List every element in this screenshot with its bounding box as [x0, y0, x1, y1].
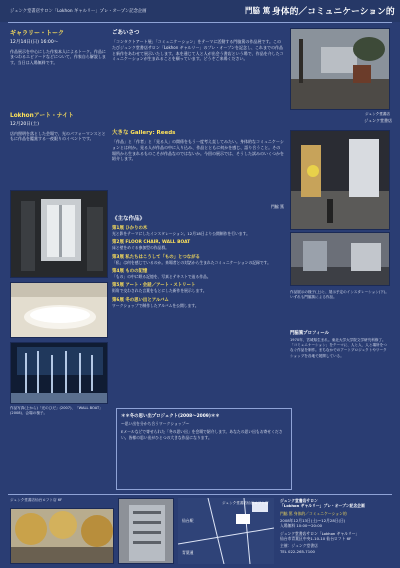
bottom-rule — [8, 494, 392, 495]
footer-info — [280, 498, 392, 554]
greeting-body: 「コンタクトアート展」「コミュニケーション」をテーマに活動する門脇篤の作品展です。このたびジュンク堂書店サロン「Lokhon ギャルリー」のプレ・オープンを記念し、これまでの作品と新作をあわせて展示いたします。本を通じて人と人が出会う書店という場で、作品を介したコミュニケーションが生まれることを願っています。どうぞご来場ください。 — [112, 39, 284, 62]
photo-right-top-image — [291, 29, 390, 110]
photo-right-low — [290, 232, 390, 286]
photo-right-low-image — [291, 233, 390, 286]
photo-bottom-mid-image — [119, 499, 174, 564]
photo-bottom-mid — [118, 498, 174, 564]
work-text: 「もの」の中に眠る記憶を、写真とテキストで辿る作品。 — [112, 273, 211, 279]
footer-line: ジュンク堂書店サロン — [280, 498, 318, 503]
greeting-block — [112, 28, 284, 62]
work-item — [112, 225, 284, 236]
talk-body: 作品展示を中心にした作家本人によるトーク。作品にまつわるエピソードなどについて、作家自ら解説します。当日は入場無料です。 — [10, 48, 106, 66]
talk-heading: ギャラリー・トーク — [10, 30, 65, 37]
photo-bottom-left-image — [11, 509, 114, 564]
work-text: 街角で交わされた言葉をもとにした新作を展示します。 — [112, 288, 207, 294]
profile-body: 1970年、宮城県生まれ。東北大学大学院文学研究科修了。「コミュニケーション」をテーマに、人と人、人と場所をつなぐ作品を制作。まちなかでのアートプロジェクトやワークショップを各地で展開している。 — [290, 338, 387, 358]
photo-left-1-image — [11, 191, 108, 278]
works-list — [112, 225, 284, 308]
map-station-label: 仙台駅 — [182, 518, 194, 523]
night-body: 店内照明を落とした会場で、光のパフォーマンスとともに作品を鑑賞する一夜限りのイベントです。 — [10, 130, 106, 142]
reeds-heading: 大きな Gallery: Reeds — [112, 130, 176, 136]
photo-left-1 — [10, 190, 108, 278]
photo-left-2 — [10, 282, 108, 338]
header-left-text: ジュンク堂書店サロン「Lokhon ギャルリー」プレ・オープン記念企画 — [10, 9, 147, 14]
work-item — [112, 239, 284, 250]
footer-line: 入場無料 10:00〜20:00 — [280, 523, 323, 529]
photo-left-3-image — [11, 343, 108, 404]
work-text: ワークショップで制作したアルバムを公開します。 — [112, 302, 199, 308]
left-photo-caption: 作品写真(上から)「光のひだ」(2007)、「WALL BOAT」(2008)、会場の様子。 — [10, 406, 103, 416]
header-series: 門脇 篤 — [245, 6, 271, 15]
talk-date: 12月14日(日) 16:00〜 — [10, 40, 59, 45]
project-sub: 〜思い出を分かち合うワークショップ〜 — [121, 421, 190, 426]
header-rule — [8, 22, 392, 23]
footer-line: TEL 022-265-7100 — [280, 548, 315, 554]
work-text: 光と影をテーマにしたインスタレーション。12月18日より公開制作を行います。 — [112, 231, 250, 236]
work-text: 「私」は何を感じているのか。来場者との対話から生まれたコミュニケーションの記録です。 — [112, 259, 271, 265]
footer-line: 「Lokhon ギャルリー」プレ・オープン記念企画 — [280, 503, 365, 509]
work-item — [112, 282, 284, 293]
photo-right-mid — [290, 130, 390, 230]
reeds-credit: 門脇 篤 — [270, 204, 284, 209]
map-street-label: 青葉通 — [182, 550, 194, 555]
work-title: 第1展 ひかりの木 — [112, 226, 148, 231]
work-title: 第2展 FLOOR CHAIR, WALL BOAT — [112, 240, 191, 246]
greeting-heading: ごあいさつ — [112, 30, 140, 36]
night-block — [10, 110, 106, 142]
photo-right-mid-image — [291, 131, 390, 230]
work-title: 第4展 ものの記憶 — [112, 268, 148, 274]
work-item — [112, 254, 284, 265]
works-heading: 《主な作品》 — [112, 216, 146, 222]
work-text: 床と壁をめぐる参加型の作品群。 — [112, 245, 169, 251]
project-box — [116, 408, 292, 490]
right-top-caption: ジュンク堂書店 — [364, 112, 390, 116]
reeds-body: 「作品」と「作者」と「見る人」の関係をもう一度考え直してみたい。身体的なコミュニケーションとは何か。見る人が作品の中に入り込み、作品とともに何かを感じ、語り合うこと。その場所から生まれるものこそが作品なのではないか。今回の展示では、そうした試みのいくつかを紹介します。 — [112, 139, 284, 162]
footer-line: ジュンク堂書店サロン「Lokhon ギャルリー」 — [280, 530, 360, 536]
bottom-left-caption: ジュンク堂書店仙台ロフト店 6F — [10, 498, 63, 502]
work-title: 第3展 私たちはこうして「もの」とつながる — [112, 254, 200, 260]
footer-line: 仙台市青葉区中央1-10-10 仙台ロフト 6F — [280, 535, 352, 541]
profile-heading: 門脇篤プロフィール — [290, 331, 330, 336]
map-store-label: ジュンク堂書店仙台ロフト店 — [222, 501, 269, 505]
night-date: 12月20日(土) — [10, 122, 40, 127]
greeting-credit: ジュンク堂書店 — [364, 118, 392, 123]
project-heading: ＊＊冬の思い出プロジェクト(2008〜2009)＊＊ — [121, 414, 220, 419]
photo-bottom-left — [10, 508, 114, 564]
work-title: 第6展 冬の思い出とアルバム — [112, 297, 169, 303]
works-block — [112, 214, 284, 311]
work-title: 第5展 アート・会話／アート・ストリート — [112, 283, 196, 289]
photo-left-3 — [10, 342, 108, 404]
footer-line: 門脇 篤 身体的／コミュニケーション的 — [280, 510, 347, 516]
project-body: Eメールなどで寄せられた「冬の思い出」を会場で紹介します。あなたの思い出もお寄せください。皆様の思い出がひとつの大きな作品になります。 — [121, 429, 283, 440]
photo-left-2-image — [11, 283, 108, 338]
header-title: 身体的／コミュニケーション的 — [272, 7, 395, 17]
access-map — [178, 498, 274, 564]
talk-block — [10, 28, 106, 66]
work-item — [112, 297, 284, 308]
footer-line: 2008年12月13日(土)〜12月28日(日) — [280, 517, 346, 523]
footer-line: 主催：ジュンク堂書店 — [280, 543, 318, 549]
work-item — [112, 268, 284, 279]
photo-right-top — [290, 28, 390, 110]
night-heading: Lokhonアート・ナイト — [10, 113, 74, 119]
reeds-block — [112, 128, 284, 162]
profile-block — [290, 330, 390, 359]
right-mid-caption: 作品展示の様子(上)と、展示予定のインスタレーション(下)。いずれも門脇篤による作品。 — [290, 290, 389, 300]
header-bar — [0, 0, 400, 22]
